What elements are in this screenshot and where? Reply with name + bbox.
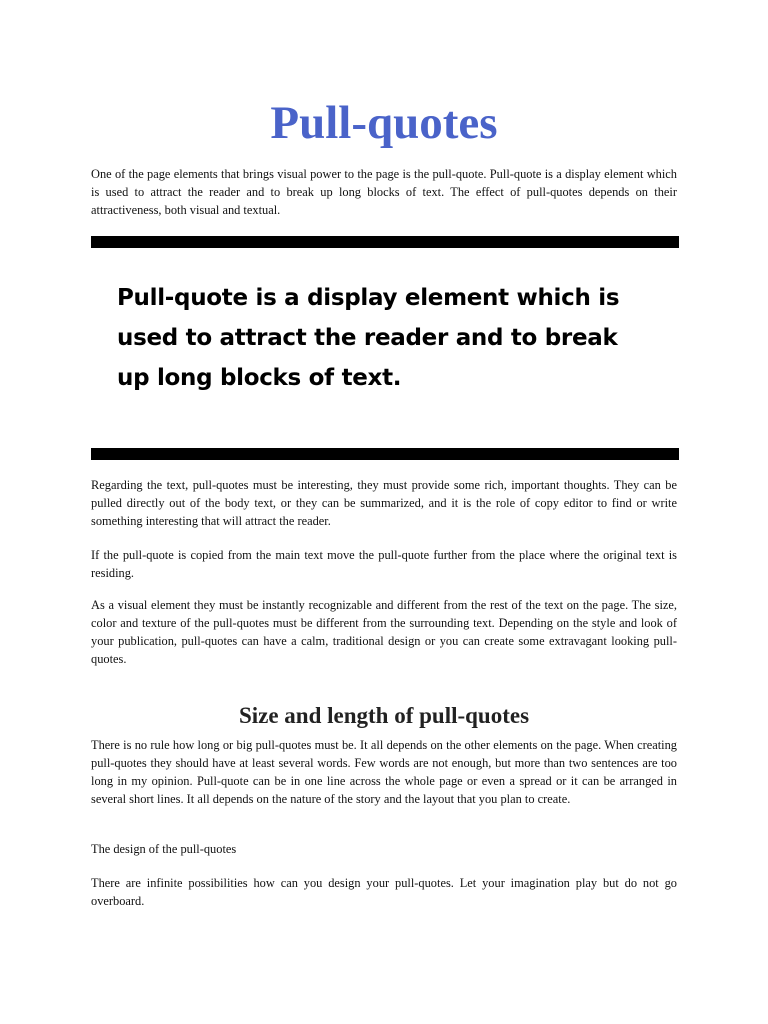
section-paragraph-1: There is no rule how long or big pull-quotes must be. It all depends on the other elements on the page. When creating pull-quotes they should have at least several words. Few words are not enough, but more than two sentences are too long in my opinion. Pull-quote can be in one line across the whole page or even a spread or it can be arranged in several short lines. It all depends on the nature of the story and the layout that you plan to create. [91, 738, 677, 806]
intro-paragraph: One of the page elements that brings visual power to the page is the pull-quote. Pull-quote is a display element which is used to attract the reader and to break up long blocks of text. The effect of pull-quotes depends on their attractiveness, both visual and textual. [91, 167, 677, 217]
pull-quote-top-rule [91, 236, 679, 248]
body-paragraph-3: As a visual element they must be instantly recognizable and different from the rest of the text on the page. The size, color and texture of the pull-quotes must be different from the surrounding text. Depending on the style and look of your publication, pull-quotes can have a calm, traditional design or you can create some extravagant looking pull-quotes. [91, 598, 677, 666]
section-heading: Size and length of pull-quotes [238, 703, 530, 728]
pull-quote: Pull-quote is a display element which is used to attract the reader and to break up long blocks of text. [117, 285, 620, 391]
body-paragraph-2: If the pull-quote is copied from the main text move the pull-quote further from the place where the original text is residing. [91, 548, 677, 580]
section-paragraph-3: There are infinite possibilities how can you design your pull-quotes. Let your imagination play but do not go overboard. [91, 876, 677, 908]
page-title: Pull-quotes [270, 97, 498, 149]
pull-quote-bottom-rule [91, 448, 679, 460]
body-paragraph-1: Regarding the text, pull-quotes must be interesting, they must provide some rich, important thoughts. They can be pulled directly out of the body text, or they can be summarized, and it is the role of copy editor to find or write something interesting that will attract the reader. [91, 478, 677, 528]
section-paragraph-2: The design of the pull-quotes [91, 842, 237, 856]
